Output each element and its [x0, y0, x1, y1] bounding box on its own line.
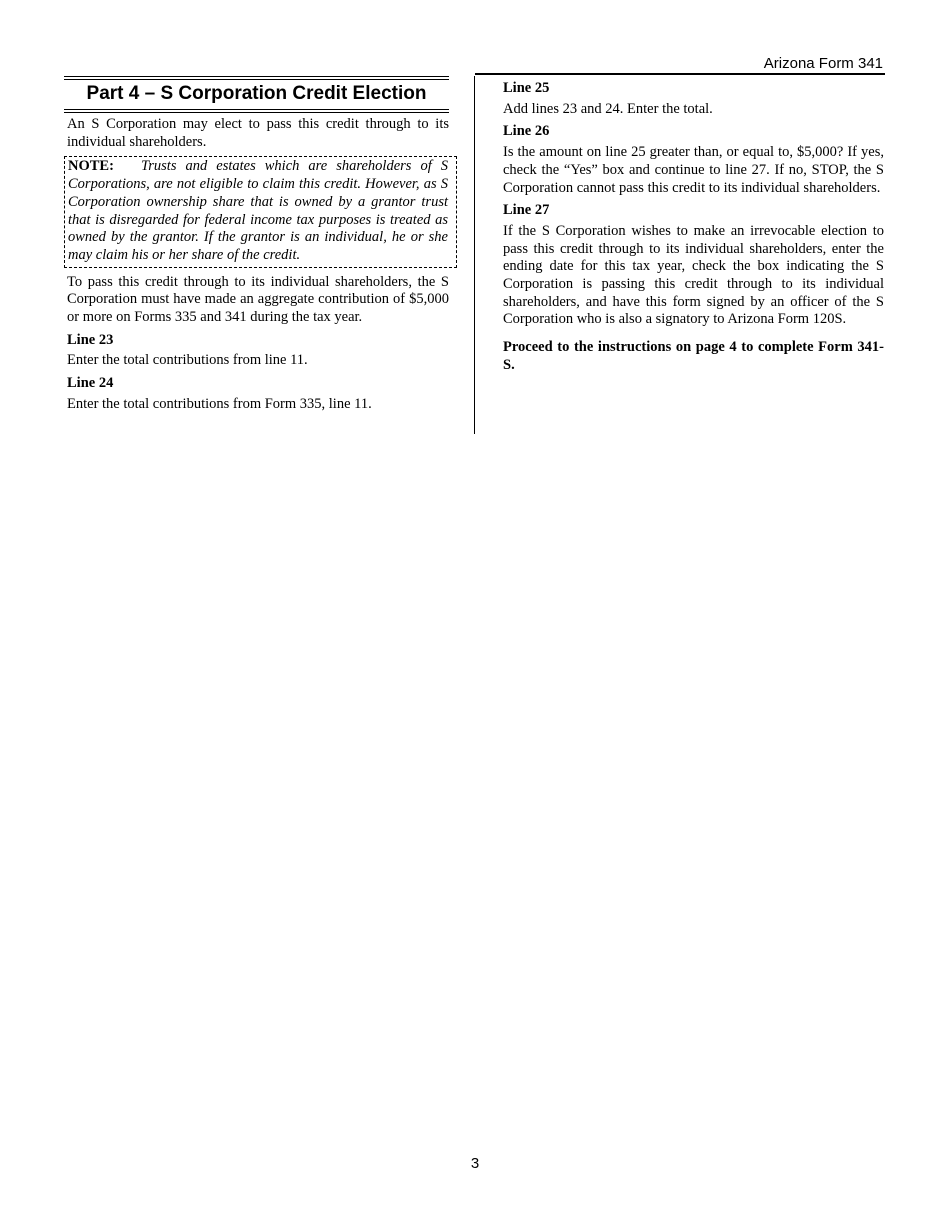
note-label: NOTE: — [68, 158, 114, 175]
intro-paragraph: An S Corporation may elect to pass this credit through to its individual shareholders. — [67, 116, 449, 150]
column-divider — [474, 76, 475, 434]
header-rule — [475, 73, 885, 75]
note-text: Trusts and estates which are shareholders of S Corporations, are not eligible to claim this credit. However, as S Corporation ownership share that is owned by a grantor trust that is disregarded for federal income tax purposes is treated as owned by the grantor. If the grantor is an individual, he or she may claim his or her share of the credit. — [68, 158, 448, 263]
line-26-heading: Line 26 — [503, 123, 550, 140]
part-title: Part 4 – S Corporation Credit Election — [64, 76, 449, 113]
form-name-header: Arizona Form 341 — [763, 55, 883, 72]
line-25-text: Add lines 23 and 24. Enter the total. — [503, 100, 713, 117]
line-23-text: Enter the total contributions from line 11. — [67, 352, 308, 369]
line-23-heading: Line 23 — [67, 331, 114, 348]
requirement-paragraph: To pass this credit through to its individual shareholders, the S Corporation must have made an aggregate contribution of $5,000 or more on Forms 335 and 341 during the tax year. — [67, 273, 449, 326]
note-box — [64, 156, 457, 267]
line-26-text: Is the amount on line 25 greater than, or equal to, $5,000? If yes, check the “Yes” box and continue to line 27. If no, STOP, the S Corporation cannot pass this credit to its individual shareholders. — [503, 144, 884, 196]
right-column — [503, 80, 884, 375]
proceed-instruction: Proceed to the instructions on page 4 to complete Form 341-S. — [503, 339, 884, 373]
line-24-text: Enter the total contributions from Form 335, line 11. — [67, 395, 372, 412]
line-27-heading: Line 27 — [503, 202, 550, 219]
line-25-heading: Line 25 — [503, 80, 550, 96]
line-24-heading: Line 24 — [67, 375, 114, 392]
page-number: 3 — [470, 1155, 480, 1172]
line-27-text: If the S Corporation wishes to make an irrevocable election to pass this credit through to its individual shareholders, enter the ending date for this tax year, check the box indicating the S Corporation is passing this credit through to its individual shareholders, and have this form signed by an officer of the S Corporation who is also a signatory to Arizona Form 120S. — [503, 222, 884, 328]
left-column — [64, 76, 449, 414]
